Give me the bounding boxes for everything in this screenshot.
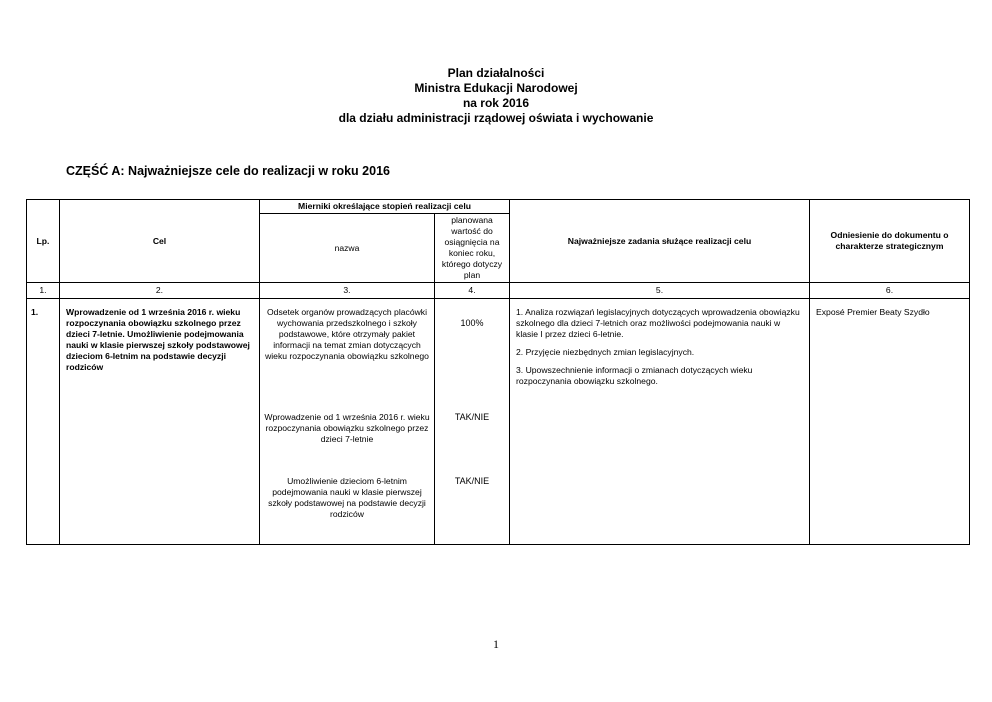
row-tasks — [510, 299, 810, 545]
header-nazwa: nazwa — [260, 214, 435, 283]
measure-value: 100% — [460, 318, 484, 328]
section-title: CZĘŚĆ A: Najważniejsze cele do realizacji w roku 2016 — [66, 164, 390, 178]
column-number: 4. — [435, 283, 510, 299]
header-odniesienie: Odniesienie do dokumentu o charakterze strategicznym — [810, 200, 970, 283]
title-line-2: Ministra Edukacji Narodowej — [414, 81, 578, 95]
header-planowana: planowana wartość do osiągnięcia na koniec roku, którego dotyczy plan — [435, 214, 510, 283]
measure-value: TAK/NIE — [454, 412, 490, 422]
measure-name: Wprowadzenie od 1 września 2016 r. wieku rozpoczynania obowiązku szkolnego przez dzieci 7-letnie — [264, 412, 430, 444]
header-zadania: Najważniejsze zadania służące realizacji celu — [510, 200, 810, 283]
header-lp: Lp. — [27, 200, 60, 283]
row-reference: Exposé Premier Beaty Szydło — [810, 299, 970, 545]
header-cel: Cel — [60, 200, 260, 283]
measure-name: Odsetek organów prowadzących placówki wychowania przedszkolnego i szkoły podstawowe, które otrzymały pakiet informacji na temat zmian dotyczących wieku rozpoczynania obowiązku szkolnego — [265, 307, 429, 361]
task-item: 2. Przyjęcie niezbędnych zmian legislacyjnych. — [516, 347, 695, 357]
column-number: 2. — [60, 283, 260, 299]
column-number: 6. — [810, 283, 970, 299]
measure-value: TAK/NIE — [454, 476, 490, 486]
row-measure-values — [435, 299, 510, 545]
goals-table — [26, 199, 970, 545]
row-goal: Wprowadzenie od 1 września 2016 r. wieku rozpoczynania obowiązku szkolnego przez dzieci 7-letnie. Umożliwienie podejmowania nauki w klasie pierwszej szkoły podstawowej dzieciom 6-letnim na podstawie decyzji rodziców — [60, 299, 260, 545]
task-item: 3. Upowszechnienie informacji o zmianach dotyczących wieku rozpoczynania obowiązku szkolnego. — [516, 365, 753, 386]
column-number: 1. — [27, 283, 60, 299]
row-measure-names — [260, 299, 435, 545]
measure-name: Umożliwienie dzieciom 6-letnim podejmowania nauki w klasie pierwszej szkoły podstawowej na podstawie decyzji rodziców — [268, 476, 426, 519]
title-line-3: na rok 2016 — [462, 96, 530, 110]
page-number: 1 — [493, 637, 499, 651]
title-line-1: Plan działalności — [447, 66, 545, 80]
header-mierniki: Mierniki określające stopień realizacji celu — [260, 200, 510, 214]
column-number: 5. — [510, 283, 810, 299]
column-number-row — [27, 283, 970, 299]
task-item: 1. Analiza rozwiązań legislacyjnych dotyczących wprowadzenia obowiązku szkolnego dla dzieci 7-letnich oraz możliwości podejmowania nauki w klasie I przez dzieci 6-letnie. — [516, 307, 800, 339]
title-line-4: dla działu administracji rządowej oświata i wychowanie — [338, 111, 654, 125]
header-row-1 — [27, 200, 970, 214]
column-number: 3. — [260, 283, 435, 299]
row-lp: 1. — [27, 299, 60, 545]
document-title — [0, 66, 992, 126]
table-row — [27, 299, 970, 545]
